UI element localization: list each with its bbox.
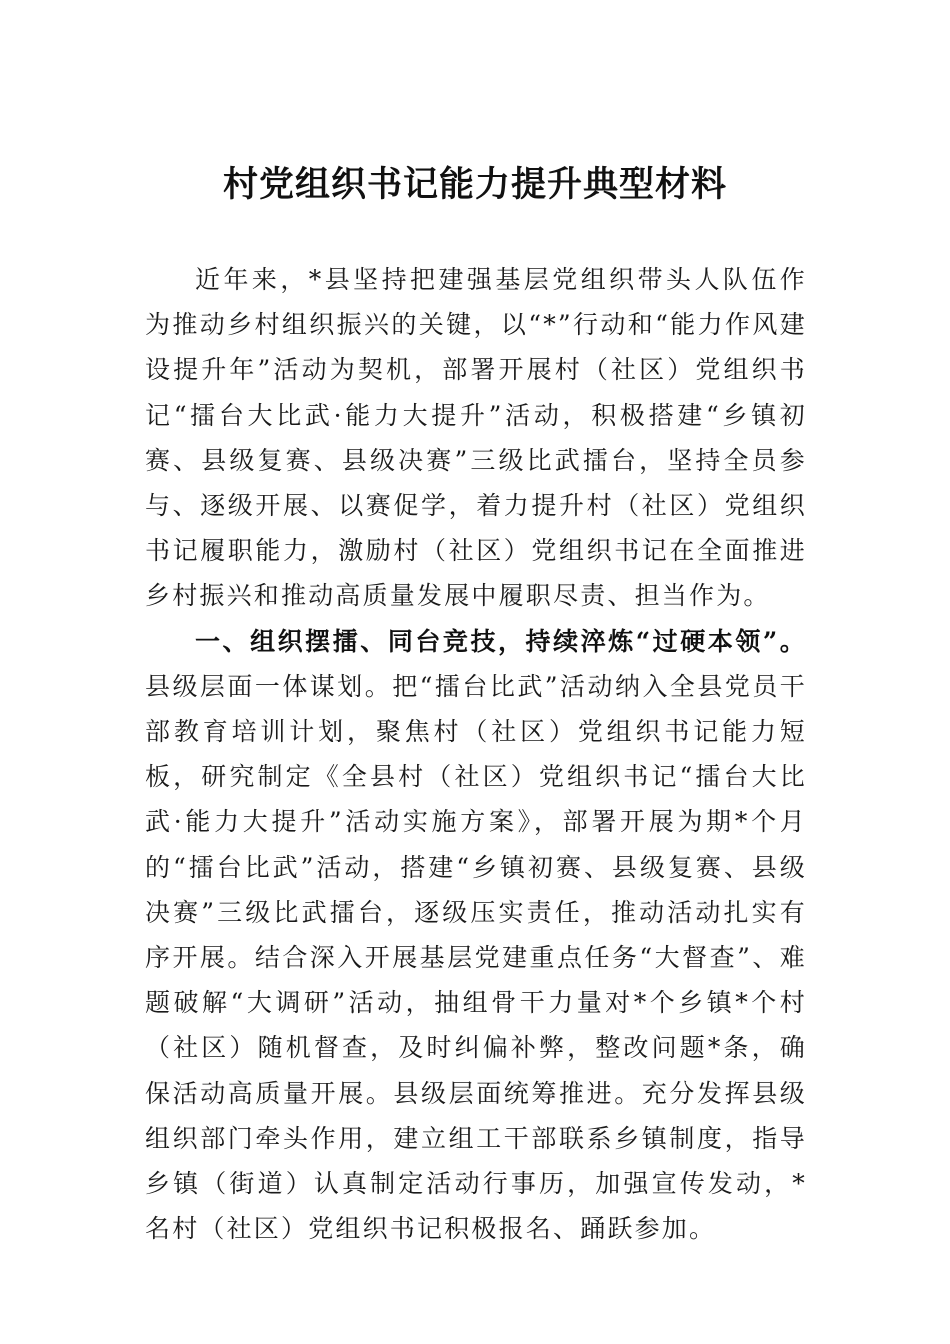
intro-paragraph [145,257,807,619]
intro-paragraph-text: 近年来，*县坚持把建强基层党组织带头人队伍作为推动乡村组织振兴的关键，以“*”行动和“能力作风建设提升年”活动为契机，部署开展村（社区）党组织书记“擂台大比武·能力大提升”活动，积极搭建“乡镇初赛、县级复赛、县级决赛”三级比武擂台，坚持全员参与、逐级开展、以赛促学，着力提升村（社区）党组织书记履职能力，激励村（社区）党组织书记在全面推进乡村振兴和推动高质量发展中履职尽责、担当作为。 [145,265,807,611]
section-one-heading: 一、组织摆擂、同台竞技，持续淬炼“过硬本领”。 [195,626,807,656]
document-body [145,257,807,1251]
section-one-paragraph [145,619,807,1252]
document-title: 村党组织书记能力提升典型材料 [222,164,727,205]
section-one-text: 县级层面一体谋划。把“擂台比武”活动纳入全县党员干部教育培训计划，聚焦村（社区）党组织书记能力短板，研究制定《全县村（社区）党组织书记“擂台大比武·能力大提升”活动实施方案》，部署开展为期*个月的“擂台比武”活动，搭建“乡镇初赛、县级复赛、县级决赛”三级比武擂台，逐级压实责任，推动活动扎实有序开展。结合深入开展基层党建重点任务“大督查”、难题破解“大调研”活动，抽组骨干力量对*个乡镇*个村（社区）随机督查，及时纠偏补弊，整改问题*条，确保活动高质量开展。县级层面统筹推进。充分发挥县级组织部门牵头作用，建立组工干部联系乡镇制度，指导乡镇（街道）认真制定活动行事历，加强宣传发动，*名村（社区）党组织书记积极报名、踊跃参加。 [145,671,807,1244]
